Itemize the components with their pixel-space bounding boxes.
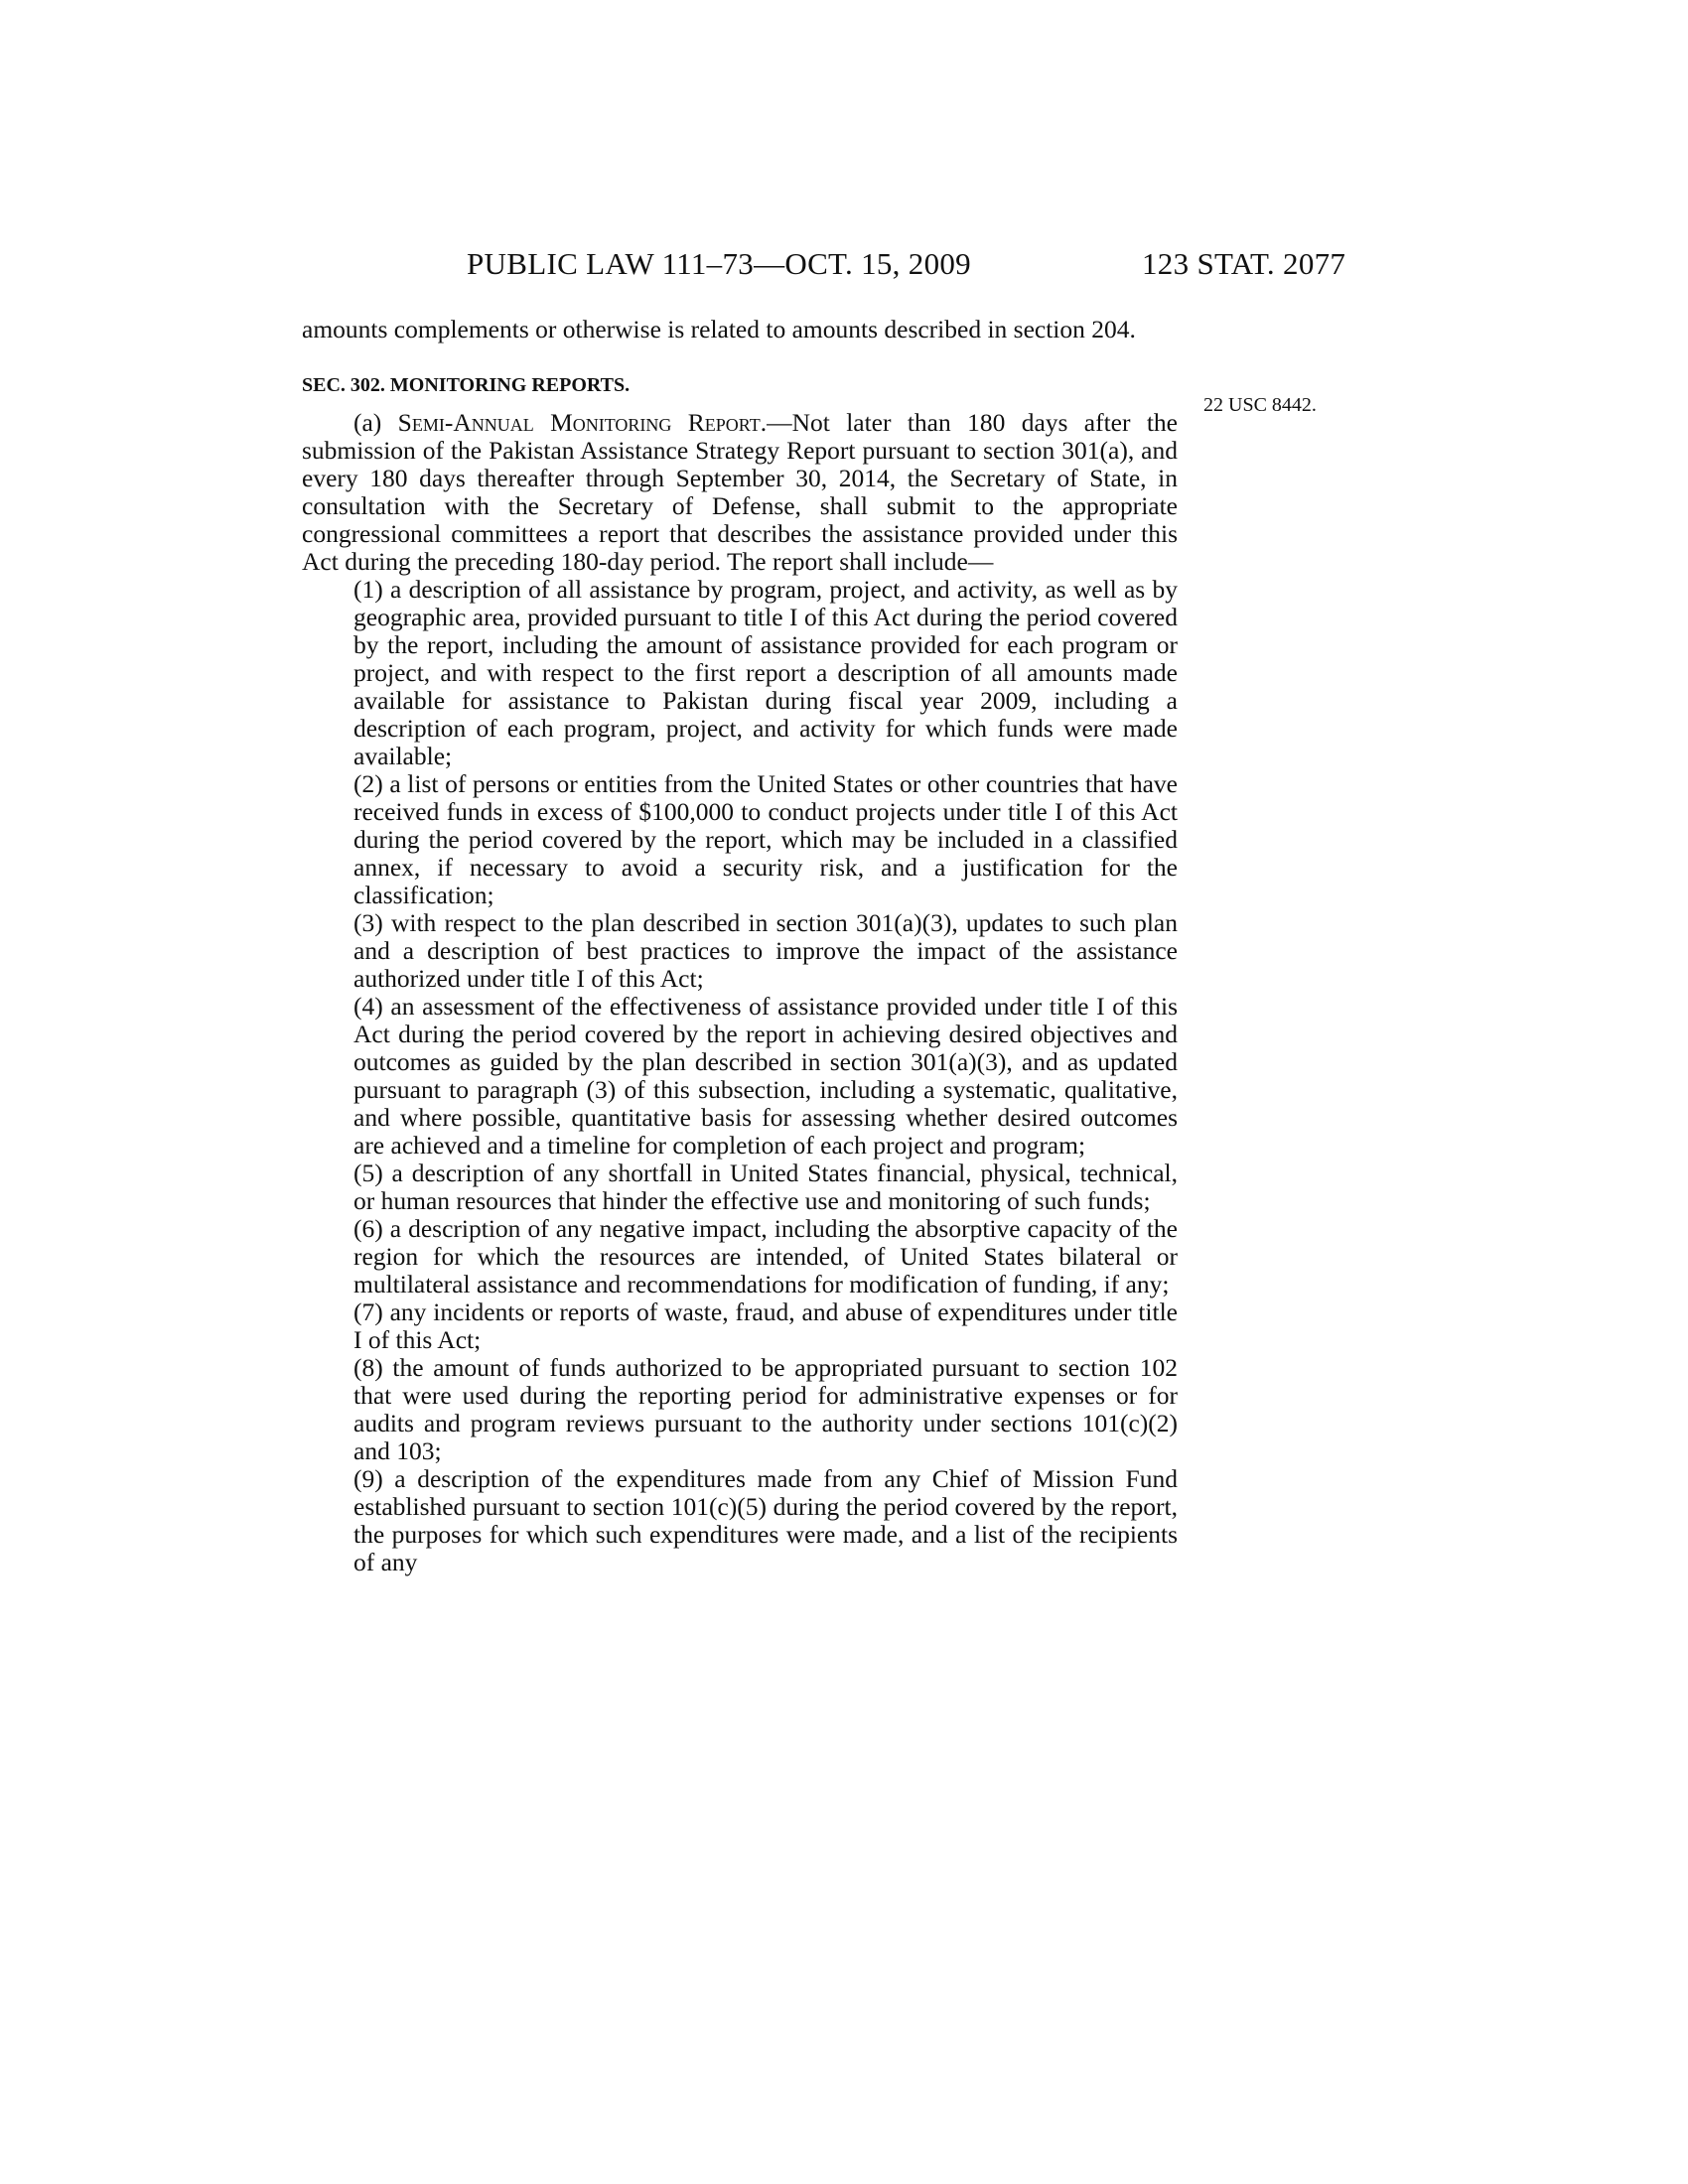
carryover-paragraph: amounts complements or otherwise is related to amounts described in section 204. [302, 315, 1136, 343]
subsection-a-label: (a) [353, 408, 382, 437]
subsection-a-text: —Not later than 180 days after the submission of the Pakistan Assistance Strategy Report pursuant to section 301(a), and every 180 days thereafter through September 30, 2014, the Secretary of State, in consultation with the Secretary of Defense, shall submit to the appropriate congressional committees a report that describes the assistance provided under this Act during the preceding 180-day period. The report shall include— [302, 408, 1178, 576]
list-item-4: (4) an assessment of the effectiveness of assistance provided under title I of this Act during the period covered by the report in achieving desired objectives and outcomes as guided by the plan described in section 301(a)(3), and as updated pursuant to paragraph (3) of this subsection, including a systematic, qualitative, and where possible, quantitative basis for assessing whether desired outcomes are achieved and a timeline for completion of each project and program; [353, 992, 1178, 1160]
list-item-8: (8) the amount of funds authorized to be appropriated pursuant to section 102 that were used during the reporting period for administrative expenses or for audits and program reviews pursuant to the authority under sections 101(c)(2) and 103; [353, 1353, 1178, 1465]
list-item-9: (9) a description of the expenditures made from any Chief of Mission Fund established pursuant to section 101(c)(5) during the period covered by the report, the purposes for which such expenditures were made, and a list of the recipients of any [353, 1464, 1178, 1576]
list-item-1: (1) a description of all assistance by program, project, and activity, as well as by geographic area, provided pursuant to title I of this Act during the period covered by the report, including the amount of assistance provided for each program or project, and with respect to the first report a description of all amounts made available for assistance to Pakistan during fiscal year 2009, including a description of each program, project, and activity for which funds were made available; [353, 575, 1178, 770]
list-item-6: (6) a description of any negative impact, including the absorptive capacity of the region for which the resources are intended, of United States bilateral or multilateral assistance and recommendations for modification of funding, if any; [353, 1214, 1178, 1298]
list-item-7: (7) any incidents or reports of waste, fraud, and abuse of expenditures under title I of this Act; [353, 1297, 1178, 1354]
list-item-2: (2) a list of persons or entities from the United States or other countries that have received funds in excess of $100,000 to conduct projects under title I of this Act during the period covered by the report, which may be included in a classified annex, if necessary to avoid a security risk, and a justification for the classification; [353, 769, 1178, 909]
running-head: PUBLIC LAW 111–73—OCT. 15, 2009 [467, 246, 971, 281]
subsection-a-paragraph [302, 409, 1178, 576]
list-item-5: (5) a description of any shortfall in United States financial, physical, technical, or human resources that hinder the effective use and monitoring of such funds; [353, 1159, 1178, 1215]
list-item-3: (3) with respect to the plan described in section 301(a)(3), updates to such plan and a description of best practices to improve the impact of the assistance authorized under title I of this Act; [353, 908, 1178, 993]
margin-citation: 22 USC 8442. [1203, 394, 1317, 416]
section-heading: SEC. 302. MONITORING REPORTS. [302, 374, 631, 396]
subsection-a-heading: Semi-Annual Monitoring Report. [397, 408, 768, 437]
statute-page-number: 123 STAT. 2077 [1142, 246, 1346, 281]
body-text [302, 316, 1178, 1576]
